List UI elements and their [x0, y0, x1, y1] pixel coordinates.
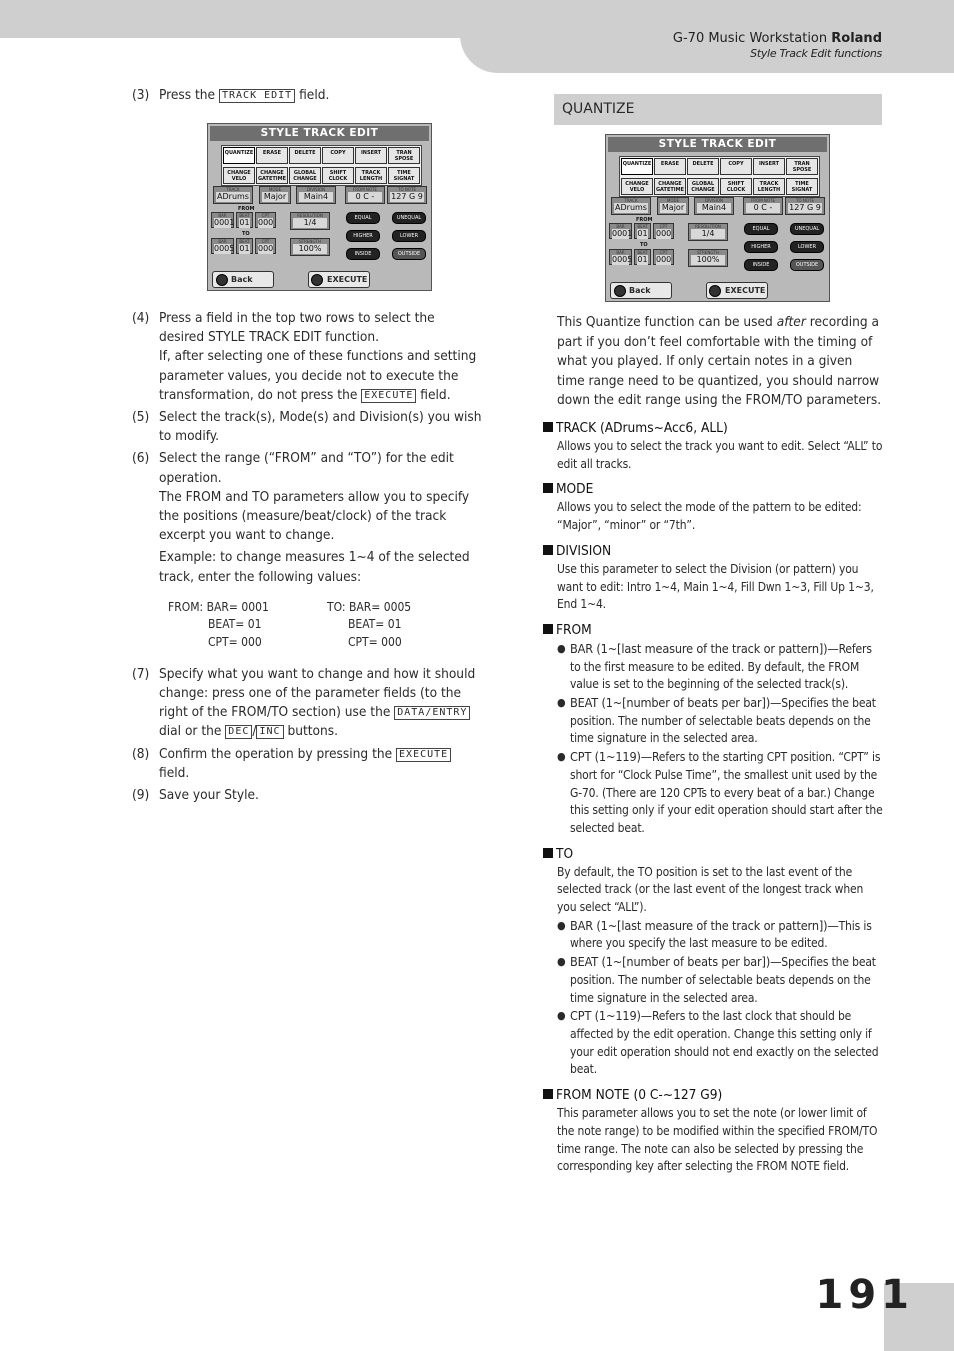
square-bullet-icon	[543, 848, 553, 858]
from-beat-item: ● BEAT (1~[number of beats per bar])—Specifies the beat position. The number of selectable beats depends on the time signature in the selected area.	[557, 694, 885, 748]
condition-button[interactable]: UNEQUAL	[790, 223, 824, 235]
function-button[interactable]: QUANTIZE	[223, 147, 255, 164]
from-cpt-field-label: CPT	[261, 213, 270, 218]
square-bullet-icon	[543, 422, 553, 432]
mode-field-value: Major	[661, 203, 685, 212]
execute-icon	[311, 274, 323, 286]
quantize-screenshot	[605, 134, 830, 302]
division-field-value: Main4	[299, 192, 333, 202]
function-button[interactable]: CHANGE VELO	[223, 167, 255, 184]
strength-field-label: STRENGTH	[299, 239, 321, 244]
condition-button[interactable]: OUTSIDE	[790, 259, 824, 271]
resolution-field[interactable]	[688, 223, 728, 241]
to-note-field-value: 127 G 9	[789, 203, 821, 212]
track-edit-key: TRACK EDIT	[219, 89, 295, 103]
quantize-section-heading: QUANTIZE	[554, 94, 882, 125]
param-from-note: FROM NOTE (0 C-~127 G9) This parameter allows you to set the note (or lower limit of the note range) to be modified within the specified FROM/TO time range. The note can also be selected by pressing the corresponding key after selecting the FROM NOTE field.	[543, 1086, 885, 1176]
function-button[interactable]: TRAN SPOSE	[786, 158, 818, 175]
to-bar-field-label: BAR	[218, 239, 227, 244]
from-cpt-field-value: 000	[258, 218, 274, 227]
step-7: (7) Specify what you want to change and how it should change: press one of the parameter fields (to the right of the FROM/TO section) use the DATA/ENTRY dial or the DEC / INC buttons.	[132, 665, 476, 740]
from-beat-field[interactable]	[236, 212, 253, 228]
from-bar-field-label: BAR	[218, 213, 227, 218]
function-button[interactable]: DELETE	[687, 158, 719, 175]
from-note-field-label: FROM NOTE	[352, 187, 378, 192]
step-9: (9) Save your Style.	[132, 787, 259, 804]
square-bullet-icon	[543, 624, 553, 634]
step-8: (8) Confirm the operation by pressing the EXECUTE field.	[132, 745, 482, 783]
track-field-value: ADrums	[217, 192, 249, 201]
strength-field-label: STRENGTH	[697, 250, 719, 255]
to-bar-field[interactable]	[211, 238, 234, 254]
param-from: FROM ● BAR (1~[last measure of the track or pattern])—Refers to the first measure to be edited. By default, the FROM value is set to the beginning of the selected track(s). ● BEAT (1~[number of beats per bar])—Specifies the beat position. The number of selectable beats depends on the time signature in the selected area. ● CPT (1~119)—Refers to the starting CPT position. “CPT” is short for “Clock Pulse Time”, the smallest unit used by the G-70. (There are 120 CPTs to every beat of a bar.) Change this setting only if your edit operation should start after the selected beat.	[543, 621, 885, 838]
from-bar-field-value: 0001	[214, 218, 235, 227]
to-cpt-field[interactable]	[255, 238, 276, 254]
to-bar-field-label: BAR	[616, 250, 625, 255]
square-bullet-icon	[543, 545, 553, 555]
to-bar-item: ● BAR (1~[last measure of the track or pattern])—This is where you specify the last measure to be edited.	[557, 917, 885, 953]
execute-key: EXECUTE	[396, 748, 451, 762]
step-6: (6) Select the range (“FROM” and “TO”) for the edit operation. The FROM and TO parameters allow you to specify the positions (measure/beat/clock) of the track excerpt you want to change. Example: to change measures 1~4 of the selected track, enter the following values:	[132, 450, 470, 585]
style-track-edit-screenshot	[207, 123, 432, 291]
from-cpt-field-label: CPT	[659, 224, 668, 229]
screen-title: STYLE TRACK EDIT	[210, 126, 429, 141]
to-cpt-field[interactable]	[653, 249, 674, 265]
to-beat-field-label: BEAT	[239, 239, 250, 244]
function-button[interactable]: ERASE	[654, 158, 686, 175]
condition-button[interactable]: HIGHER	[744, 241, 778, 253]
to-bar-field-value: 0005	[214, 244, 235, 253]
to-beat-field-value: 01	[637, 255, 648, 264]
function-button[interactable]: COPY	[322, 147, 354, 164]
from-bar-item: ● BAR (1~[last measure of the track or pattern])—Refers to the first measure to be edited. By default, the FROM value is set to the beginning of the selected track(s).	[557, 640, 885, 694]
condition-button[interactable]: EQUAL	[346, 212, 380, 224]
function-button[interactable]: GLOBAL CHANGE	[289, 167, 321, 184]
square-bullet-icon	[543, 1089, 553, 1099]
to-beat-field-label: BEAT	[637, 250, 648, 255]
condition-button[interactable]: EQUAL	[744, 223, 778, 235]
function-button[interactable]: CHANGE GATETIME	[654, 178, 686, 195]
resolution-field-label: RESOLUTION	[297, 213, 323, 218]
strength-field[interactable]	[290, 238, 330, 256]
from-note-field-value: 0 C -	[746, 203, 780, 213]
from-bar-field-value: 0001	[612, 229, 633, 238]
function-button[interactable]: TRACK LENGTH	[753, 178, 785, 195]
steps-column	[132, 86, 482, 108]
function-button[interactable]: INSERT	[355, 147, 387, 164]
function-button[interactable]: SHIFT CLOCK	[322, 167, 354, 184]
square-bullet-icon	[543, 483, 553, 493]
condition-button[interactable]: LOWER	[392, 230, 426, 242]
division-field[interactable]	[296, 186, 336, 204]
to-label: TO	[242, 231, 250, 237]
execute-button[interactable]: EXECUTE	[706, 282, 768, 299]
back-arrow-icon	[216, 274, 228, 286]
function-button[interactable]: CHANGE GATETIME	[256, 167, 288, 184]
from-beat-field-value: 01	[239, 218, 250, 227]
condition-button[interactable]: OUTSIDE	[392, 248, 426, 260]
condition-button[interactable]: INSIDE	[744, 259, 778, 271]
from-note-field-label: FROM NOTE	[750, 198, 776, 203]
to-cpt-field-value: 000	[258, 244, 274, 253]
from-note-field[interactable]	[743, 197, 783, 215]
from-label: FROM	[238, 206, 255, 212]
quantize-intro: This Quantize function can be used after recording a part if you don’t feel comfortable with the timing of what you played. If only certain notes in a given time range need to be quantized, you should narrow down the edit range using the FROM/TO parameters.	[557, 314, 882, 409]
param-to: TO By default, the TO position is set to the last event of the selected track (or the last event of the longest track when you select “ALL”). ● BAR (1~[last measure of the track or pattern])—This is where you specify the last measure to be edited. ● BEAT (1~[number of beats per bar])—Specifies the beat position. The number of selectable beats depends on the time signature in the selected area. ● CPT (1~119)—Refers to the last clock that should be affected by the edit operation. Change this setting only if your edit operation should not end exactly on the selected beat.	[543, 845, 885, 1079]
step-4: (4) Press a field in the top two rows to select the desired STYLE TRACK EDIT function. If, after selecting one of these functions and setting parameter values, you decide not to execute the transformation, do not press the EXECUTE field.	[132, 310, 477, 403]
from-note-field-value: 0 C -	[348, 192, 382, 202]
inc-key: INC	[256, 725, 283, 739]
step-5: (5) Select the track(s), Mode(s) and Division(s) you wish to modify.	[132, 409, 482, 445]
track-field[interactable]	[213, 186, 253, 204]
division-field-value: Main4	[697, 203, 731, 213]
from-beat-field-value: 01	[637, 229, 648, 238]
from-cpt-field[interactable]	[653, 223, 674, 239]
to-note-field-label: TO NOTE	[796, 198, 814, 203]
resolution-field[interactable]	[290, 212, 330, 230]
back-arrow-icon	[614, 285, 626, 297]
function-button[interactable]: DELETE	[289, 147, 321, 164]
from-beat-field[interactable]	[634, 223, 651, 239]
strength-field-value: 100%	[293, 244, 327, 254]
function-button[interactable]: TRAN SPOSE	[388, 147, 420, 164]
to-note-field-label: TO NOTE	[398, 187, 416, 192]
dec-key: DEC	[225, 725, 252, 739]
to-beat-item: ● BEAT (1~[number of beats per bar])—Specifies the beat position. The number of selectable beats depends on the time signature in the selected area.	[557, 953, 885, 1007]
execute-button[interactable]: EXECUTE	[308, 271, 370, 288]
track-field-label: TRACK	[624, 198, 638, 203]
strength-field[interactable]	[688, 249, 728, 267]
function-button[interactable]: COPY	[720, 158, 752, 175]
mode-field-label: MODE	[666, 198, 680, 203]
mode-field[interactable]	[657, 197, 689, 215]
back-button[interactable]: Back	[212, 271, 274, 288]
function-button[interactable]: CHANGE VELO	[621, 178, 653, 195]
to-cpt-item: ● CPT (1~119)—Refers to the last clock that should be affected by the edit operation. Change this setting only if your edit operation should not end exactly on the selected beat.	[557, 1007, 885, 1079]
page-number: 191	[815, 1272, 914, 1318]
from-label: FROM	[636, 217, 653, 223]
to-beat-field[interactable]	[634, 249, 651, 265]
condition-button[interactable]: UNEQUAL	[392, 212, 426, 224]
condition-button[interactable]: LOWER	[790, 241, 824, 253]
function-button[interactable]: SHIFT CLOCK	[720, 178, 752, 195]
resolution-field-value: 1/4	[293, 218, 327, 228]
to-note-field-value: 127 G 9	[391, 192, 423, 201]
param-mode: MODE Allows you to select the mode of the pattern to be edited: “Major”, “minor” or “7th”.	[543, 480, 885, 534]
to-note-field[interactable]	[387, 186, 427, 204]
function-button[interactable]: GLOBAL CHANGE	[687, 178, 719, 195]
execute-icon	[709, 285, 721, 297]
param-track: TRACK (ADrums~Acc6, ALL) Allows you to select the track you want to edit. Select “ALL” to edit all tracks.	[543, 419, 885, 473]
track-field-value: ADrums	[615, 203, 647, 212]
division-field-label: DIVISION	[306, 187, 326, 192]
step-3: (3) Press the TRACK EDIT field.	[132, 87, 330, 103]
strength-field-value: 100%	[691, 255, 725, 265]
from-cpt-field[interactable]	[255, 212, 276, 228]
to-cpt-field-label: CPT	[261, 239, 270, 244]
division-field[interactable]	[694, 197, 734, 215]
to-note-field[interactable]	[785, 197, 825, 215]
function-button[interactable]: TIME SIGNAT	[786, 178, 818, 195]
example-values: FROM: BAR= 0001 BEAT= 01 CPT= 000 TO: BAR= 0005 BEAT= 01 CPT= 000	[168, 599, 412, 649]
execute-key: EXECUTE	[361, 389, 416, 403]
screen-title: STYLE TRACK EDIT	[608, 137, 827, 152]
from-cpt-field-value: 000	[656, 229, 672, 238]
from-beat-field-label: BEAT	[239, 213, 250, 218]
to-bar-field-value: 0005	[612, 255, 633, 264]
condition-button[interactable]: INSIDE	[346, 248, 380, 260]
from-note-field[interactable]	[345, 186, 385, 204]
from-cpt-item: ● CPT (1~119)—Refers to the starting CPT position. “CPT” is short for “Clock Pulse Time”, the smallest unit used by the G-70. (There are 120 CPTs to every beat of a bar.) Change this setting only if your edit operation should start after the selected beat.	[557, 748, 885, 838]
function-grid	[619, 156, 820, 197]
from-beat-field-label: BEAT	[637, 224, 648, 229]
header-section: Style Track Edit functions	[750, 47, 882, 60]
parameter-list	[543, 419, 885, 1183]
to-beat-field[interactable]	[236, 238, 253, 254]
function-button[interactable]: QUANTIZE	[621, 158, 653, 175]
mode-field[interactable]	[259, 186, 291, 204]
from-bar-field[interactable]	[211, 212, 234, 228]
function-grid	[221, 145, 422, 186]
condition-button[interactable]: HIGHER	[346, 230, 380, 242]
header-title: G-70 Music Workstation Roland	[672, 31, 882, 46]
resolution-field-label: RESOLUTION	[695, 224, 721, 229]
mode-field-value: Major	[263, 192, 287, 201]
to-bar-field[interactable]	[609, 249, 632, 265]
from-bar-field[interactable]	[609, 223, 632, 239]
to-label: TO	[640, 242, 648, 248]
from-bar-field-label: BAR	[616, 224, 625, 229]
track-field-label: TRACK	[226, 187, 240, 192]
steps-column-continued	[132, 309, 482, 808]
track-field[interactable]	[611, 197, 651, 215]
param-division: DIVISION Use this parameter to select the Division (or pattern) you want to edit: Intro 1~4, Main 1~4, Fill Dwn 1~3, Fill Up 1~3, End 1~4.	[543, 542, 885, 614]
resolution-field-value: 1/4	[691, 229, 725, 239]
data-entry-key: DATA/ENTRY	[394, 706, 470, 720]
to-cpt-field-value: 000	[656, 255, 672, 264]
function-button[interactable]: ERASE	[256, 147, 288, 164]
function-button[interactable]: INSERT	[753, 158, 785, 175]
to-cpt-field-label: CPT	[659, 250, 668, 255]
division-field-label: DIVISION	[704, 198, 724, 203]
back-button[interactable]: Back	[610, 282, 672, 299]
function-button[interactable]: TRACK LENGTH	[355, 167, 387, 184]
to-beat-field-value: 01	[239, 244, 250, 253]
mode-field-label: MODE	[268, 187, 282, 192]
function-button[interactable]: TIME SIGNAT	[388, 167, 420, 184]
